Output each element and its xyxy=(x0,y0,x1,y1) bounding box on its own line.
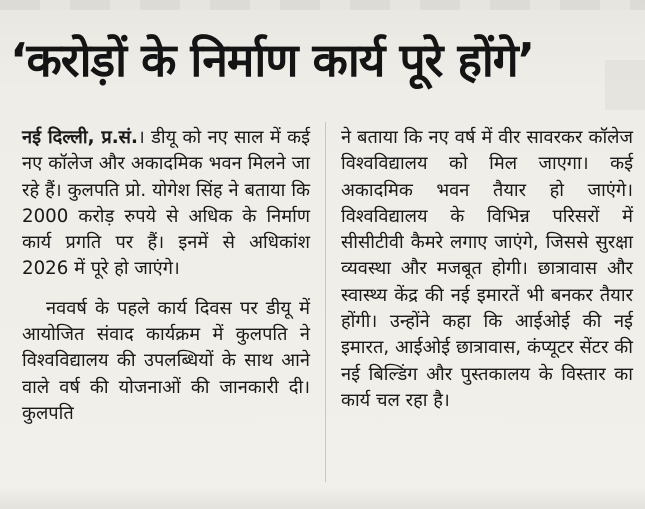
column-divider xyxy=(325,122,326,482)
next-article-bleed xyxy=(0,487,645,509)
paragraph-1 xyxy=(22,125,310,283)
paragraph-3: ने बताया कि नए वर्ष में वीर सावरकर कॉलेज विश्वविद्यालय को मिल जाएगा। कई अकादमिक भवन तैयार हो जाएंगे। विश्वविद्यालय के विभिन्न परिसरों में सीसीटीवी कैमरे लगाए जाएंगे, जिससे सुरक्षा व्यवस्था और मजबूत होगी। छात्रावास और स्वास्थ्य केंद्र की नई इमारतें भी बनकर तैयार होंगी। उन्होंने कहा कि आईओई की नई इमारत, आईओई छात्रावास, कंप्यूटर सेंटर की नई बिल्डिंग और पुस्तकालय के विस्तार का कार्य चल रहा है। xyxy=(341,127,633,411)
paragraph-1-text: । डीयू को नए साल में कई नए कॉलेज और अकादमिक भवन मिलने जा रहे हैं। कुलपति प्रो. योगेश सिंह ने बताया कि 2000 करोड़ रुपये से अधिक के निर्माण कार्य प्रगति पर हैं। इनमें से अधिकांश 2026 में पूरे हो जाएंगे। xyxy=(22,127,310,280)
headline: ‘करोड़ों के निर्माण कार्य पूरे होंगे’ xyxy=(10,33,535,87)
left-column xyxy=(22,125,310,427)
paragraph-2: नववर्ष के पहले कार्य दिवस पर डीयू में आयोजित संवाद कार्यक्रम में कुलपति ने विश्वविद्यालय की उपलब्धियों के साथ आने वाले वर्ष की योजनाओं की जानकारी दी। कुलपति xyxy=(22,297,310,424)
right-column xyxy=(341,125,633,414)
previous-article-bleed xyxy=(0,0,645,10)
dateline: नई दिल्ली, प्र.सं. xyxy=(22,127,138,148)
